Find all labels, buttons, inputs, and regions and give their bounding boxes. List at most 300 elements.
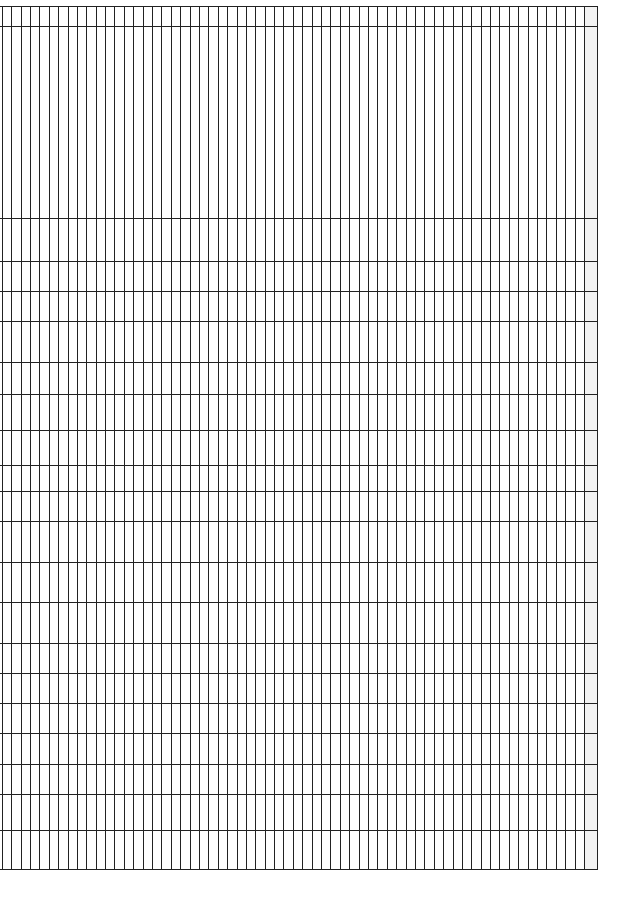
amount-cell [481,522,490,562]
table-row [303,7,312,870]
amount-cell [40,322,49,362]
address-cell [509,27,518,219]
amount-cell [378,522,387,562]
amount-cell [491,734,500,764]
amount-cell [509,643,518,673]
amount-cell [538,395,547,431]
amount-cell [171,795,180,831]
amount-cell [171,431,180,465]
amount-cell [124,764,133,794]
amount-cell [256,465,265,491]
amount-cell [143,562,152,602]
amount-cell [397,795,406,831]
amount-cell [237,465,246,491]
amount-cell [331,673,340,703]
amount-cell [303,734,312,764]
amount-cell [265,522,274,562]
column-header [585,704,598,734]
amount-cell [87,491,96,521]
row-number-cell [218,7,227,27]
amount-cell [124,465,133,491]
amount-cell [547,673,556,703]
amount-cell [425,562,434,602]
table-row [30,7,39,870]
amount-cell [59,643,68,673]
column-header [585,219,598,261]
amount-cell [237,734,246,764]
amount-cell [87,219,96,261]
amount-cell [566,643,575,673]
amount-cell [237,395,246,431]
amount-cell [425,643,434,673]
row-number-cell [124,7,133,27]
address-cell [406,27,415,219]
amount-cell [199,673,208,703]
amount-cell [209,734,218,764]
amount-cell [228,643,237,673]
amount-cell [566,522,575,562]
amount-cell [162,261,171,291]
table-row [462,7,471,870]
amount-cell [237,831,246,870]
amount-cell [49,431,58,465]
amount-cell [519,734,528,764]
amount-cell [2,322,11,362]
amount-cell [406,734,415,764]
amount-cell [124,261,133,291]
amount-cell [237,431,246,465]
amount-cell [575,219,584,261]
amount-cell [68,562,77,602]
amount-cell [190,465,199,491]
row-number-cell [378,7,387,27]
amount-cell [359,795,368,831]
table-row [293,7,302,870]
column-header [585,603,598,643]
amount-cell [444,673,453,703]
amount-cell [237,322,246,362]
amount-cell [538,261,547,291]
column-header [585,673,598,703]
amount-cell [77,362,86,394]
amount-cell [134,491,143,521]
table-row [566,7,575,870]
amount-cell [77,603,86,643]
amount-cell [68,734,77,764]
amount-cell [0,261,2,291]
amount-cell [12,522,21,562]
amount-cell [472,522,481,562]
amount-cell [134,465,143,491]
amount-cell [265,491,274,521]
amount-cell [199,491,208,521]
amount-cell [575,643,584,673]
amount-cell [199,522,208,562]
column-header [585,261,598,291]
amount-cell [509,673,518,703]
table-row [331,7,340,870]
amount-cell [284,395,293,431]
amount-cell [106,362,115,394]
amount-cell [134,261,143,291]
amount-cell [77,219,86,261]
amount-cell [181,491,190,521]
amount-cell [143,522,152,562]
amount-cell [293,362,302,394]
table-row [77,7,86,870]
amount-cell [275,431,284,465]
amount-cell [199,431,208,465]
amount-cell [397,465,406,491]
amount-cell [12,734,21,764]
amount-cell [359,704,368,734]
amount-cell [340,465,349,491]
amount-cell [181,562,190,602]
amount-cell [256,704,265,734]
amount-cell [49,734,58,764]
table-row [312,7,321,870]
amount-cell [153,522,162,562]
amount-cell [491,795,500,831]
amount-cell [134,219,143,261]
amount-cell [30,395,39,431]
address-cell [434,27,443,219]
amount-cell [415,322,424,362]
address-cell [415,27,424,219]
amount-cell [87,291,96,321]
row-number-cell [162,7,171,27]
amount-cell [12,362,21,394]
table-row [387,7,396,870]
amount-cell [115,465,124,491]
address-cell [209,27,218,219]
amount-cell [415,704,424,734]
amount-cell [547,395,556,431]
amount-cell [481,431,490,465]
amount-cell [256,491,265,521]
amount-cell [415,395,424,431]
amount-cell [284,219,293,261]
amount-cell [284,643,293,673]
amount-cell [199,603,208,643]
amount-cell [519,291,528,321]
amount-cell [331,734,340,764]
amount-cell [312,395,321,431]
amount-cell [406,562,415,602]
column-header [585,643,598,673]
amount-cell [40,734,49,764]
address-cell [359,27,368,219]
amount-cell [434,395,443,431]
amount-cell [387,673,396,703]
amount-cell [491,764,500,794]
amount-cell [275,831,284,870]
amount-cell [256,219,265,261]
amount-cell [566,291,575,321]
amount-cell [106,764,115,794]
amount-cell [228,395,237,431]
amount-cell [199,219,208,261]
amount-cell [181,734,190,764]
table-row [0,7,2,870]
amount-cell [87,704,96,734]
amount-cell [434,795,443,831]
amount-cell [519,431,528,465]
amount-cell [134,831,143,870]
amount-cell [40,431,49,465]
amount-cell [246,291,255,321]
amount-cell [106,673,115,703]
amount-cell [246,704,255,734]
row-number-cell [519,7,528,27]
amount-cell [59,491,68,521]
amount-cell [124,734,133,764]
amount-cell [106,219,115,261]
amount-cell [115,291,124,321]
amount-cell [59,795,68,831]
amount-cell [218,522,227,562]
amount-cell [415,261,424,291]
amount-cell [237,673,246,703]
amount-cell [87,522,96,562]
amount-cell [218,795,227,831]
amount-cell [153,219,162,261]
amount-cell [406,704,415,734]
amount-cell [491,261,500,291]
amount-cell [491,831,500,870]
amount-cell [256,643,265,673]
amount-cell [143,322,152,362]
amount-cell [312,322,321,362]
amount-cell [237,219,246,261]
amount-cell [134,395,143,431]
amount-cell [462,395,471,431]
address-cell [199,27,208,219]
amount-cell [124,643,133,673]
amount-cell [2,395,11,431]
amount-cell [566,562,575,602]
amount-cell [209,261,218,291]
amount-cell [199,734,208,764]
amount-cell [134,643,143,673]
amount-cell [491,562,500,602]
amount-cell [59,673,68,703]
amount-cell [453,291,462,321]
table-row [143,7,152,870]
amount-cell [575,291,584,321]
amount-cell [378,764,387,794]
amount-cell [359,491,368,521]
amount-cell [143,431,152,465]
amount-cell [481,491,490,521]
amount-cell [68,431,77,465]
table-row [491,7,500,870]
amount-cell [387,522,396,562]
amount-cell [369,431,378,465]
amount-cell [566,764,575,794]
amount-cell [162,362,171,394]
amount-cell [2,795,11,831]
amount-cell [387,491,396,521]
amount-cell [143,491,152,521]
amount-cell [350,643,359,673]
amount-cell [96,395,105,431]
amount-cell [124,491,133,521]
amount-cell [2,673,11,703]
amount-cell [491,704,500,734]
amount-cell [275,562,284,602]
table-row [481,7,490,870]
amount-cell [190,734,199,764]
amount-cell [322,291,331,321]
amount-cell [87,603,96,643]
amount-cell [12,704,21,734]
amount-cell [96,673,105,703]
amount-cell [21,431,30,465]
amount-cell [519,643,528,673]
amount-cell [369,831,378,870]
amount-cell [472,673,481,703]
amount-cell [538,831,547,870]
amount-cell [312,261,321,291]
amount-cell [340,322,349,362]
amount-cell [462,643,471,673]
amount-cell [340,673,349,703]
amount-cell [378,465,387,491]
amount-cell [406,603,415,643]
row-number-cell [453,7,462,27]
amount-cell [331,603,340,643]
amount-cell [0,704,2,734]
amount-cell [265,831,274,870]
row-number-cell [181,7,190,27]
amount-cell [566,795,575,831]
amount-cell [0,219,2,261]
amount-cell [124,522,133,562]
amount-cell [115,431,124,465]
row-number-cell [115,7,124,27]
amount-cell [397,362,406,394]
amount-cell [481,704,490,734]
amount-cell [312,522,321,562]
row-number-cell [434,7,443,27]
table-row [153,7,162,870]
amount-cell [275,362,284,394]
table-row [265,7,274,870]
amount-cell [284,734,293,764]
amount-cell [124,704,133,734]
amount-cell [96,261,105,291]
amount-cell [331,795,340,831]
address-cell [312,27,321,219]
amount-cell [68,491,77,521]
amount-cell [378,643,387,673]
amount-cell [397,704,406,734]
amount-cell [359,261,368,291]
amount-cell [209,603,218,643]
row-number-cell [228,7,237,27]
amount-cell [303,704,312,734]
amount-cell [30,673,39,703]
amount-cell [415,673,424,703]
amount-cell [481,734,490,764]
amount-cell [115,764,124,794]
amount-cell [30,522,39,562]
amount-cell [444,322,453,362]
amount-cell [350,734,359,764]
amount-cell [500,831,509,870]
amount-cell [106,261,115,291]
amount-cell [397,261,406,291]
amount-cell [2,764,11,794]
amount-cell [378,704,387,734]
amount-cell [556,831,565,870]
amount-cell [425,491,434,521]
amount-cell [556,522,565,562]
amount-cell [397,431,406,465]
amount-cell [528,643,537,673]
amount-cell [387,764,396,794]
amount-cell [265,219,274,261]
amount-cell [415,522,424,562]
amount-cell [199,764,208,794]
amount-cell [115,261,124,291]
amount-cell [0,831,2,870]
amount-cell [444,219,453,261]
amount-cell [509,491,518,521]
address-cell [340,27,349,219]
amount-cell [406,795,415,831]
address-cell [59,27,68,219]
amount-cell [49,795,58,831]
amount-cell [12,395,21,431]
amount-cell [106,643,115,673]
amount-cell [68,261,77,291]
amount-cell [472,734,481,764]
amount-cell [481,322,490,362]
amount-cell [387,261,396,291]
amount-cell [425,704,434,734]
amount-cell [265,704,274,734]
amount-cell [49,603,58,643]
amount-cell [538,704,547,734]
amount-cell [228,362,237,394]
table-row [275,7,284,870]
amount-cell [453,795,462,831]
amount-cell [171,465,180,491]
amount-cell [40,673,49,703]
amount-cell [40,562,49,602]
amount-cell [115,734,124,764]
amount-cell [218,643,227,673]
amount-cell [331,322,340,362]
amount-cell [509,261,518,291]
amount-cell [218,465,227,491]
amount-cell [106,491,115,521]
amount-cell [68,603,77,643]
amount-cell [96,764,105,794]
amount-cell [40,491,49,521]
amount-cell [462,465,471,491]
amount-cell [322,465,331,491]
amount-cell [538,764,547,794]
amount-cell [387,795,396,831]
amount-cell [190,562,199,602]
amount-cell [143,219,152,261]
amount-cell [500,322,509,362]
amount-cell [12,491,21,521]
amount-cell [284,491,293,521]
